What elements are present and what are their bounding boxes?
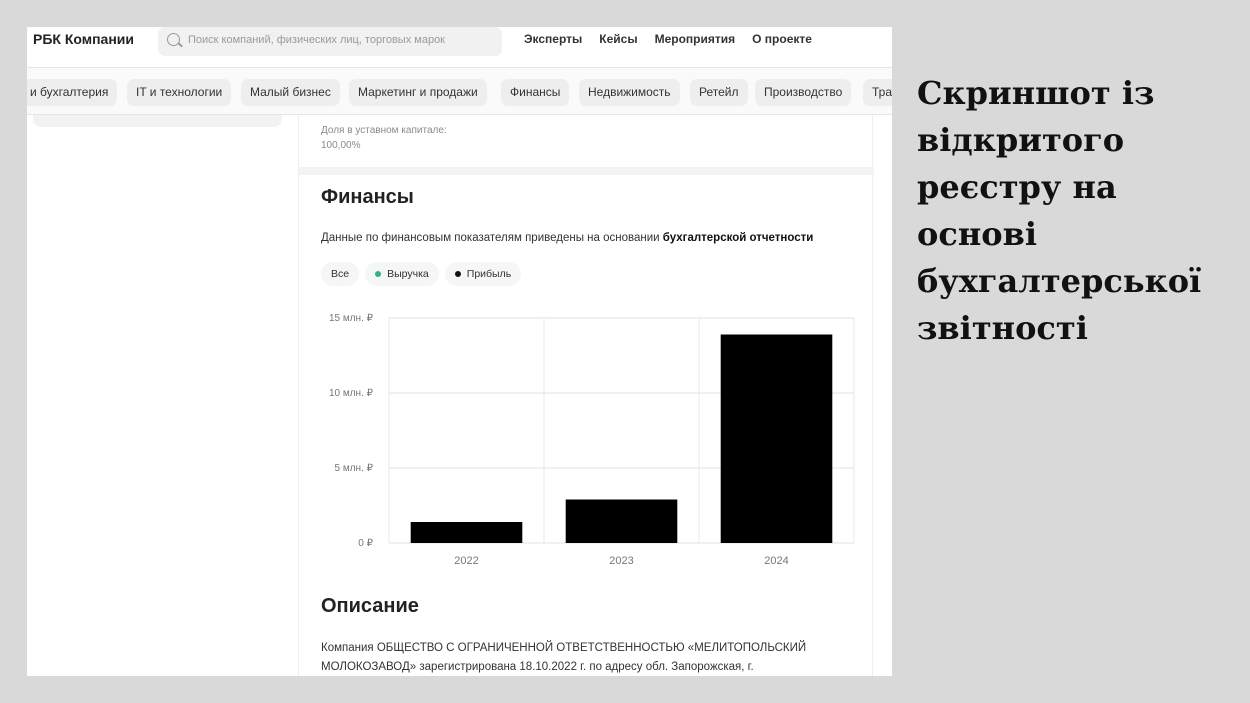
y-tick-label: 0 ₽ [358,538,373,549]
share-value: 100,00% [321,140,361,151]
x-tick-label: 2024 [764,555,789,567]
chart-filters [321,262,521,286]
x-tick-label: 2022 [454,555,479,567]
section-divider [299,167,874,175]
search-icon [167,33,180,46]
description-heading: Описание [321,595,419,617]
description-text: Компания ОБЩЕСТВО С ОГРАНИЧЕННОЙ ОТВЕТСТВЕННОСТЬЮ «МЕЛИТОПОЛЬСКИЙ МОЛОКОЗАВОД» зарегистрирована 18.10.2022 г. по адресу обл. Запорожская, г. [321,642,807,673]
bar-2022 [411,522,523,543]
category-retail[interactable]: Ретейл [690,79,748,106]
nav-about[interactable]: О проекте [752,32,812,46]
y-tick-label: 5 млн. ₽ [334,463,373,474]
x-tick-label: 2023 [609,555,634,567]
share-label: Доля в уставном капитале: [321,125,447,136]
nav-cases[interactable]: Кейсы [599,32,638,46]
finance-description-text: Данные по финансовым показателям приведены на основании [321,232,663,244]
category-small-business[interactable]: Малый бизнес [241,79,340,106]
category-finance[interactable]: Финансы [501,79,569,106]
filter-profit[interactable] [445,262,521,286]
profit-dot-icon [455,271,461,277]
category-bar [27,67,892,115]
company-card [298,115,873,676]
search-input[interactable] [158,27,502,56]
filter-all-label: Все [331,268,350,280]
main-nav [524,32,812,46]
category-real-estate[interactable]: Недвижимость [579,79,680,106]
filter-revenue-label: Выручка [387,268,429,280]
finance-chart-svg [299,300,874,570]
slide-caption: Скриншот із відкритого реєстру на основі бухгалтерської звітності [917,74,1202,347]
finance-chart [299,300,874,570]
y-tick-label: 15 млн. ₽ [328,313,373,324]
filter-profit-label: Прибыль [466,268,512,280]
bar-2024 [721,335,833,544]
finance-description [321,232,813,244]
bar-2023 [566,500,678,544]
category-marketing[interactable]: Маркетинг и продажи [349,79,487,106]
y-tick-label: 10 млн. ₽ [328,388,373,399]
nav-events[interactable]: Мероприятия [654,32,736,46]
filter-all[interactable] [321,262,359,286]
category-it[interactable]: IT и технологии [127,79,231,106]
category-transport[interactable]: Тра [863,79,892,106]
screenshot-frame [27,27,892,676]
revenue-dot-icon [375,271,381,277]
search-placeholder: Поиск компаний, физических лиц, торговых марок [188,34,445,46]
category-production[interactable]: Производство [755,79,851,106]
filter-revenue[interactable] [365,262,439,286]
sidebar-card [33,115,282,127]
accounting-report-link[interactable]: бухгалтерской отчетности [662,232,814,244]
site-header [27,27,892,67]
category-accounting[interactable]: и бухгалтерия [27,79,117,106]
site-logo[interactable]: РБК Компании [33,31,135,47]
nav-experts[interactable]: Эксперты [524,32,583,46]
finance-heading: Финансы [321,186,414,208]
